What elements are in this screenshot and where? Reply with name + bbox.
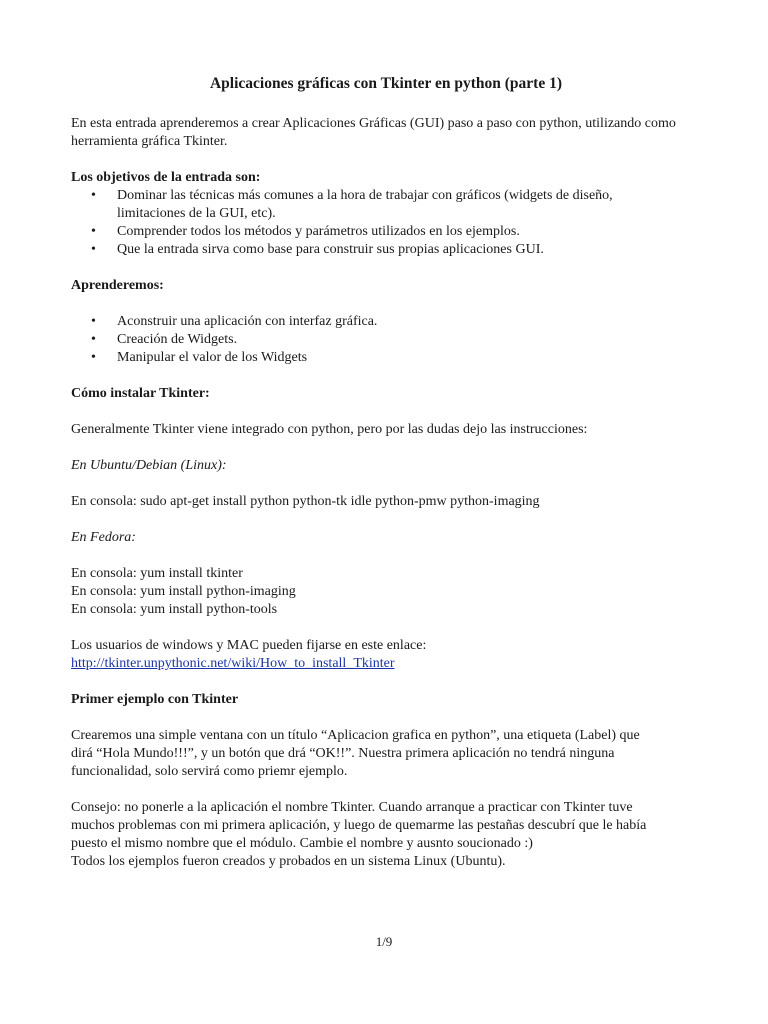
install-link[interactable]: http://tkinter.unpythonic.net/wiki/How_to_install_Tkinter bbox=[71, 656, 395, 671]
install-text: Generalmente Tkinter viene integrado con python, pero por las dudas dejo las instrucciones: bbox=[71, 422, 588, 437]
example-line: Crearemos una simple ventana con un título “Aplicacion grafica en python”, una etiqueta (Label) que bbox=[71, 728, 640, 743]
fedora-command: En consola: yum install python-tools bbox=[71, 602, 278, 617]
intro-paragraph: En esta entrada aprenderemos a crear Aplicaciones Gráficas (GUI) paso a paso con python, utilizando como herramienta gráfica Tkinter. bbox=[71, 116, 676, 149]
document-page bbox=[71, 74, 701, 871]
objectives-list bbox=[71, 187, 701, 259]
bullet-icon: • bbox=[91, 242, 96, 257]
advice-line: muchos problemas con mi primera aplicación, y luego de quemarme las pestañas descubrí que le había bbox=[71, 818, 647, 833]
bullet-icon: • bbox=[91, 350, 96, 365]
fedora-command: En consola: yum install tkinter bbox=[71, 566, 243, 581]
advice-line: Todos los ejemplos fueron creados y probados en un sistema Linux (Ubuntu). bbox=[71, 854, 506, 869]
windows-text: Los usuarios de windows y MAC pueden fijarse en este enlace: bbox=[71, 638, 427, 653]
list-item: • Manipular el valor de los Widgets bbox=[91, 350, 308, 365]
bullet-icon: • bbox=[91, 314, 96, 329]
advice-line: puesto el mismo nombre que el módulo. Cambie el nombre y ausnto soucionado :) bbox=[71, 836, 533, 851]
list-item: • Aconstruir una aplicación con interfaz gráfica. bbox=[91, 314, 378, 329]
page-number: 1/9 bbox=[375, 934, 393, 949]
list-item: • Comprender todos los métodos y parámetros utilizados en los ejemplos. bbox=[91, 224, 520, 239]
fedora-label: En Fedora: bbox=[71, 530, 136, 545]
fedora-command: En consola: yum install python-imaging bbox=[71, 584, 296, 599]
objectives-heading: Los objetivos de la entrada son: bbox=[71, 170, 261, 185]
ubuntu-command: En consola: sudo apt-get install python python-tk idle python-pmw python-imaging bbox=[71, 494, 540, 509]
bullet-icon: • bbox=[91, 188, 96, 203]
install-link-line bbox=[71, 655, 701, 673]
list-item: • Dominar las técnicas más comunes a la hora de trabajar con gráficos (widgets de diseño, limitaciones de la GUI, etc). bbox=[91, 188, 613, 221]
bullet-icon: • bbox=[91, 224, 96, 239]
example-heading: Primer ejemplo con Tkinter bbox=[71, 692, 239, 707]
document-title: Aplicaciones gráficas con Tkinter en python (parte 1) bbox=[209, 75, 563, 92]
learn-list bbox=[71, 313, 701, 367]
list-item: • Que la entrada sirva como base para construir sus propias aplicaciones GUI. bbox=[91, 242, 544, 257]
advice-line: Consejo: no ponerle a la aplicación el nombre Tkinter. Cuando arranque a practicar con Tkinter tuve bbox=[71, 800, 633, 815]
ubuntu-label: En Ubuntu/Debian (Linux): bbox=[71, 458, 227, 473]
list-item: • Creación de Widgets. bbox=[91, 332, 238, 347]
install-heading: Cómo instalar Tkinter: bbox=[71, 386, 210, 401]
bullet-icon: • bbox=[91, 332, 96, 347]
learn-heading: Aprenderemos: bbox=[71, 278, 164, 293]
example-line: funcionalidad, solo servirá como priemr ejemplo. bbox=[71, 764, 348, 779]
example-line: dirá “Hola Mundo!!!”, y un botón que drá “OK!!”. Nuestra primera aplicación no tendrá ninguna bbox=[71, 746, 615, 761]
